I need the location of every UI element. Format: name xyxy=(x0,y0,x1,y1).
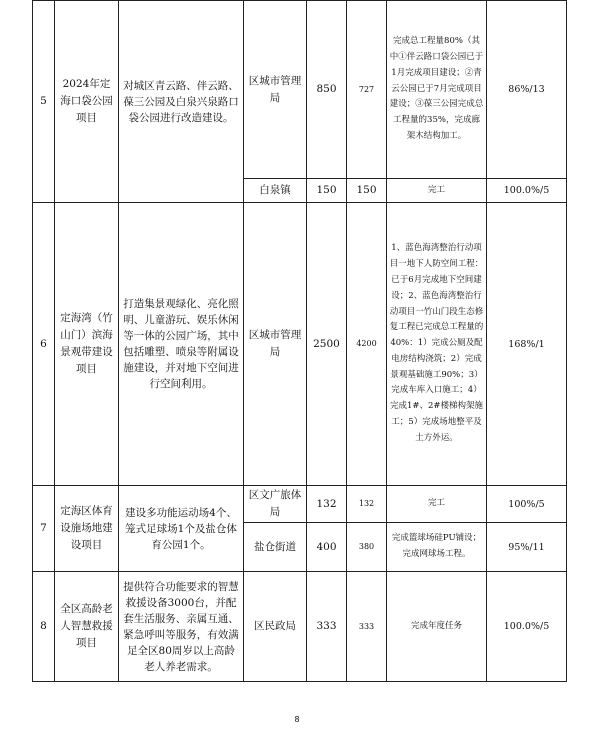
table-row xyxy=(33,203,567,486)
table-row xyxy=(33,572,567,682)
project-name: 定海湾（竹山门）滨海景观带建设项目 xyxy=(55,203,119,486)
completed-investment: 132 xyxy=(347,486,387,523)
completed-investment: 333 xyxy=(347,572,387,682)
planned-investment: 132 xyxy=(307,486,347,523)
row-number: 6 xyxy=(33,203,55,486)
completion-rate: 100%/5 xyxy=(487,486,567,523)
row-number: 5 xyxy=(33,1,55,203)
project-name: 全区高龄老人智慧救援项目 xyxy=(55,572,119,682)
planned-investment: 2500 xyxy=(307,203,347,486)
responsible-unit: 白泉镇 xyxy=(244,179,307,203)
responsible-unit: 区城市管理局 xyxy=(244,203,307,486)
row-number: 8 xyxy=(33,572,55,682)
progress-status: 完工 xyxy=(387,486,487,523)
project-name: 定海区体育设施场地建设项目 xyxy=(55,486,119,572)
table-row xyxy=(33,486,567,523)
project-content: 打造集景观绿化、亮化照明、儿童游玩、娱乐休闲等一体的公园广场，其中包括雕塑、喷泉等附属设施建设，并对地下空间进行空间利用。 xyxy=(119,203,244,486)
completion-rate: 86%/13 xyxy=(487,1,567,179)
responsible-unit: 盐仓街道 xyxy=(244,523,307,572)
planned-investment: 400 xyxy=(307,523,347,572)
responsible-unit: 区文广旅体局 xyxy=(244,486,307,523)
project-content: 建设多功能运动场4个、笼式足球场1个及盐仓体育公园1个。 xyxy=(119,486,244,572)
responsible-unit: 区民政局 xyxy=(244,572,307,682)
project-content: 对城区青云路、伴云路、葆三公园及白泉兴泉路口袋公园进行改造建设。 xyxy=(119,1,244,203)
page-number: 8 xyxy=(294,715,300,724)
completed-investment: 727 xyxy=(347,1,387,179)
planned-investment: 150 xyxy=(307,179,347,203)
progress-status: 完成总工程量80%（其中①伴云路口袋公园已于1月完成项目建设；②青云公园已于7月完成项目建设；③葆三公园完成总工程量的35%，完成廊架木结构加工。 xyxy=(387,1,487,179)
project-name: 2024年定海口袋公园项目 xyxy=(55,1,119,203)
planned-investment: 850 xyxy=(307,1,347,179)
progress-status: 完工 xyxy=(387,179,487,203)
table-row xyxy=(33,1,567,179)
project-content: 提供符合功能要求的智慧救援设备3000台，并配套生活服务、亲属互通、紧急呼叫等服务，有效满足全区80周岁以上高龄老人养老需求。 xyxy=(119,572,244,682)
progress-status: 完成年度任务 xyxy=(387,572,487,682)
completed-investment: 150 xyxy=(347,179,387,203)
completion-rate: 95%/11 xyxy=(487,523,567,572)
progress-status: 1、蓝色海湾整治行动项目一地下人防空间工程：已于6月完成地下空间建设；2、蓝色海湾整治行动项目一竹山门段生态修复工程已完成总工程量的40%：1）完成公厕及配电房结构浇筑；2）完成景观基础施工90%；3）完成车库入口施工；4）完成1#、2#楼梯构架施工；5）完成场地整平及土方外运。 xyxy=(387,203,487,486)
responsible-unit: 区城市管理局 xyxy=(244,1,307,179)
planned-investment: 333 xyxy=(307,572,347,682)
project-table xyxy=(32,0,567,682)
row-number: 7 xyxy=(33,486,55,572)
completed-investment: 4200 xyxy=(347,203,387,486)
progress-status: 完成篮球场硅PU铺设；完成网球场工程。 xyxy=(387,523,487,572)
completion-rate: 100.0%/5 xyxy=(487,179,567,203)
completion-rate: 100.0%/5 xyxy=(487,572,567,682)
completed-investment: 380 xyxy=(347,523,387,572)
completion-rate: 168%/1 xyxy=(487,203,567,486)
